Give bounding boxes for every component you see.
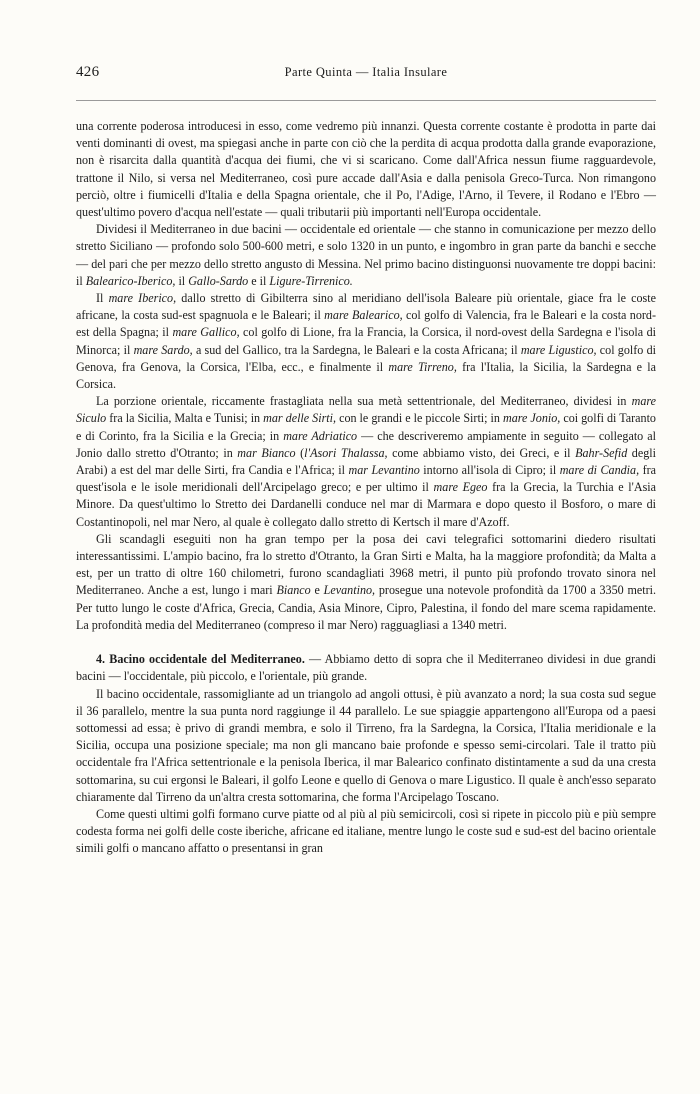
running-head: Parte Quinta — Italia Insulare xyxy=(284,65,448,79)
section-spacer xyxy=(76,634,656,651)
text-run: e xyxy=(310,583,324,598)
paragraph xyxy=(76,221,656,290)
text-run: intorno all'isola di Cipro; il xyxy=(419,463,560,478)
page-body xyxy=(76,118,656,858)
text-run: fra l'Italia, la Sicilia, la Sardegna e la Corsica. xyxy=(76,359,657,392)
text-run: col golfo di Valencia, fra le Baleari e la costa nord-est della Spagna; il xyxy=(76,308,656,340)
text-run: e il xyxy=(248,273,270,288)
text-run: Dividesi il Mediterraneo in due bacini — occidentale ed orientale — che stanno in comunicazione per mezzo dello stretto Siciliano — profondo solo 500-600 metri, e solo 1320 in un punto, e ingombro in gran parte da banchi e secche — del pari che per mezzo dello stretto angusto di Messina. Nel primo bacino distinguonsi nuovamente tre doppi bacini: il xyxy=(76,222,656,288)
text-run: fra quest'isola e le isole meridionali dell'Arcipelago greco; e per ultimo il xyxy=(76,463,656,495)
italic-term: mare Ligustico, xyxy=(520,342,597,357)
text-run: coi golfi di Taranto e di Corinto, fra la Sicilia e la Grecia; in xyxy=(76,411,656,443)
header-rule xyxy=(76,100,656,101)
italic-term: Levantino, xyxy=(323,583,376,598)
text-run: ( xyxy=(295,445,305,460)
italic-term: Gallo-Sardo xyxy=(188,273,249,288)
text-run: come abbiamo visto, dei Greci, e il xyxy=(387,445,576,460)
italic-term: mare Sardo, xyxy=(133,342,193,357)
text-run: fra la Sicilia, Malta e Tunisi; in xyxy=(106,411,264,426)
italic-term: Balearico-Iberico, xyxy=(85,273,176,288)
text-run: il xyxy=(175,273,189,288)
text-run: dallo stretto di Gibilterra sino al meridiano dell'isola Baleare più orientale, giace fra le coste africane, la costa sud-est spagnuola e le Baleari; il xyxy=(76,291,656,323)
text-run: La porzione orientale, riccamente frastagliata nella sua metà settentrionale, del Mediterraneo, dividesi in xyxy=(96,394,632,409)
text-run: a sud del Gallico, tra la Sardegna, le Baleari e la costa Africana; il xyxy=(192,342,521,357)
page-header xyxy=(76,64,656,86)
text-run: Il bacino occidentale, rassomigliante ad un triangolo ad angoli ottusi, è più avanzato a nord; la sua costa sud segue il 36 parallelo, mentre la sua punta nord raggiunge il 44 parallelo. Le sue spiaggie appartengono all'Europa od a paesi sottomessi ad essa; è privo di grandi membra, e solo il Tirreno, fra la Sardegna, la Corsica, l'Italia meridionale e la Sicilia, occupa una posizione speciale; ma non gli mancano baie profonde e spesso semi-circolari. Tale il tratto più occidentale fra l'Africa settentrionale e la penisola Iberica, il mar Balearico confinato distintamente a sud da una cresta sottomarina, su cui ergonsi le Baleari, il golfo Leone e quello di Genova o mare Ligustico. Il quale è anch'esso separato chiaramente dal Tirreno da un'altra cresta sottomarina, che forma l'Arcipelago Toscano. xyxy=(76,686,656,804)
italic-term: mare Adriatico xyxy=(283,428,358,443)
italic-term: mare di Candia, xyxy=(559,463,640,478)
italic-term: mare Iberico, xyxy=(108,291,177,306)
text-run: Gli scandagli eseguiti non ha gran tempo per la posa dei cavi telegrafici sottomarini diedero risultati interessantissimi. L'ampio bacino, fra lo stretto d'Otranto, la Gran Sirti e Malta, ha la maggiore profondità; da Malta a est, per un tratto di oltre 160 chilometri, furono scandagliati 3968 metri, il punto più profondo trovato sinora nel Mediterraneo. Anche a est, lungo i mari xyxy=(76,531,656,598)
italic-term: mar Levantino xyxy=(348,463,420,478)
text-run: Come questi ultimi golfi formano curve piatte od al più al più semicircoli, così si ripete in piccolo più e più sempre codesta forma nei golfi delle coste iberiche, africane ed italiane, mentre lungo le coste sud e sud-est del bacino orientale simili golfi o mancano affatto o presentansi in gran xyxy=(76,806,656,856)
italic-term: mare Gallico, xyxy=(172,325,240,340)
text-run: una corrente poderosa introducesi in esso, come vedremo più innanzi. Questa corrente costante è prodotta in parte dai venti dominanti di ovest, ma spiegasi anche in parte con ciò che la perdita di acqua prodotta dalla grande evaporazione, non è risarcita dalla quantità d'acqua dei fiumi, che vi si scaricano. Come dall'Africa nessun fiume ragguardevole, trattone il Nilo, si versa nel Mediterraneo, così pure accade dall'Asia e dalla penisola Greco-Turca. Non rimangono perciò, oltre i fiumicelli d'Italia e della Spagna orientale, che il Po, l'Adige, l'Arno, il Tevere, il Rodano e l'Ebro — quest'ultimo povero d'acqua nell'estate — quali tributarii più importanti nell'Europa occidentale. xyxy=(76,119,656,220)
italic-term: mare Jonio, xyxy=(502,411,561,426)
text-run: Il xyxy=(96,291,109,306)
italic-term: mare Egeo xyxy=(433,480,488,495)
italic-term: Bianco xyxy=(276,583,311,598)
paragraph xyxy=(76,393,656,531)
text-run: con le grandi e le piccole Sirti; in xyxy=(336,411,503,426)
paragraph xyxy=(76,806,656,858)
paragraph xyxy=(76,290,656,393)
italic-term: mar Bianco xyxy=(237,445,296,460)
section-heading: 4. Bacino occidentale del Mediterraneo. xyxy=(96,652,305,667)
italic-term: Ligure-Tirrenico. xyxy=(269,273,353,288)
section-paragraph xyxy=(76,651,656,685)
italic-term: mare Balearico, xyxy=(324,308,403,323)
italic-term: Bahr-Sefid xyxy=(575,445,628,460)
paragraph xyxy=(76,118,656,221)
page-number: 426 xyxy=(76,64,100,80)
text-run: degli Arabi) a est del mar delle Sirti, fra Candia e l'Africa; il xyxy=(76,445,656,478)
italic-term: mare Siculo xyxy=(76,394,656,426)
text-run: prosegue una notevole profondità da 1700 a 3350 metri. Per tutto lungo le coste d'Africa, Grecia, Candia, Asia Minore, Cipro, Palestina, il fondo del mare scema rapidamente. La profondità media del Mediterraneo (compreso il mar Nero) ragguagliasi a 1340 metri. xyxy=(76,583,656,632)
text-run: — che descriveremo ampiamente in seguito — collegato al Jonio dallo stretto d'Otranto; in xyxy=(76,428,656,460)
text-run: — Abbiamo detto di sopra che il Mediterraneo dividesi in due grandi bacini — l'occidentale, più piccolo, e l'orientale, più grande. xyxy=(76,652,656,684)
italic-term: mar delle Sirti, xyxy=(263,411,337,426)
text-run: col golfo di Lione, fra la Francia, la Corsica, il nord-ovest della Sardegna e l'isola di Minorca; il xyxy=(76,325,657,357)
italic-term: l'Asori Thalassa, xyxy=(304,445,388,460)
text-run: col golfo di Genova, fra Genova, la Corsica, l'Elba, ecc., e finalmente il xyxy=(76,342,656,374)
paragraph xyxy=(76,531,656,634)
text-run: fra la Grecia, la Turchia e l'Asia Minore. Da quest'ultimo lo Stretto dei Dardanelli conduce nel mar di Marmara e dopo questo il Bosforo, o mare di Costantinopoli, nel mar Nero, al quale è collegato dallo stretto di Kertsch il mare d'Azoff. xyxy=(76,480,657,529)
italic-term: mare Tirreno, xyxy=(388,359,457,374)
paragraph xyxy=(76,686,656,806)
